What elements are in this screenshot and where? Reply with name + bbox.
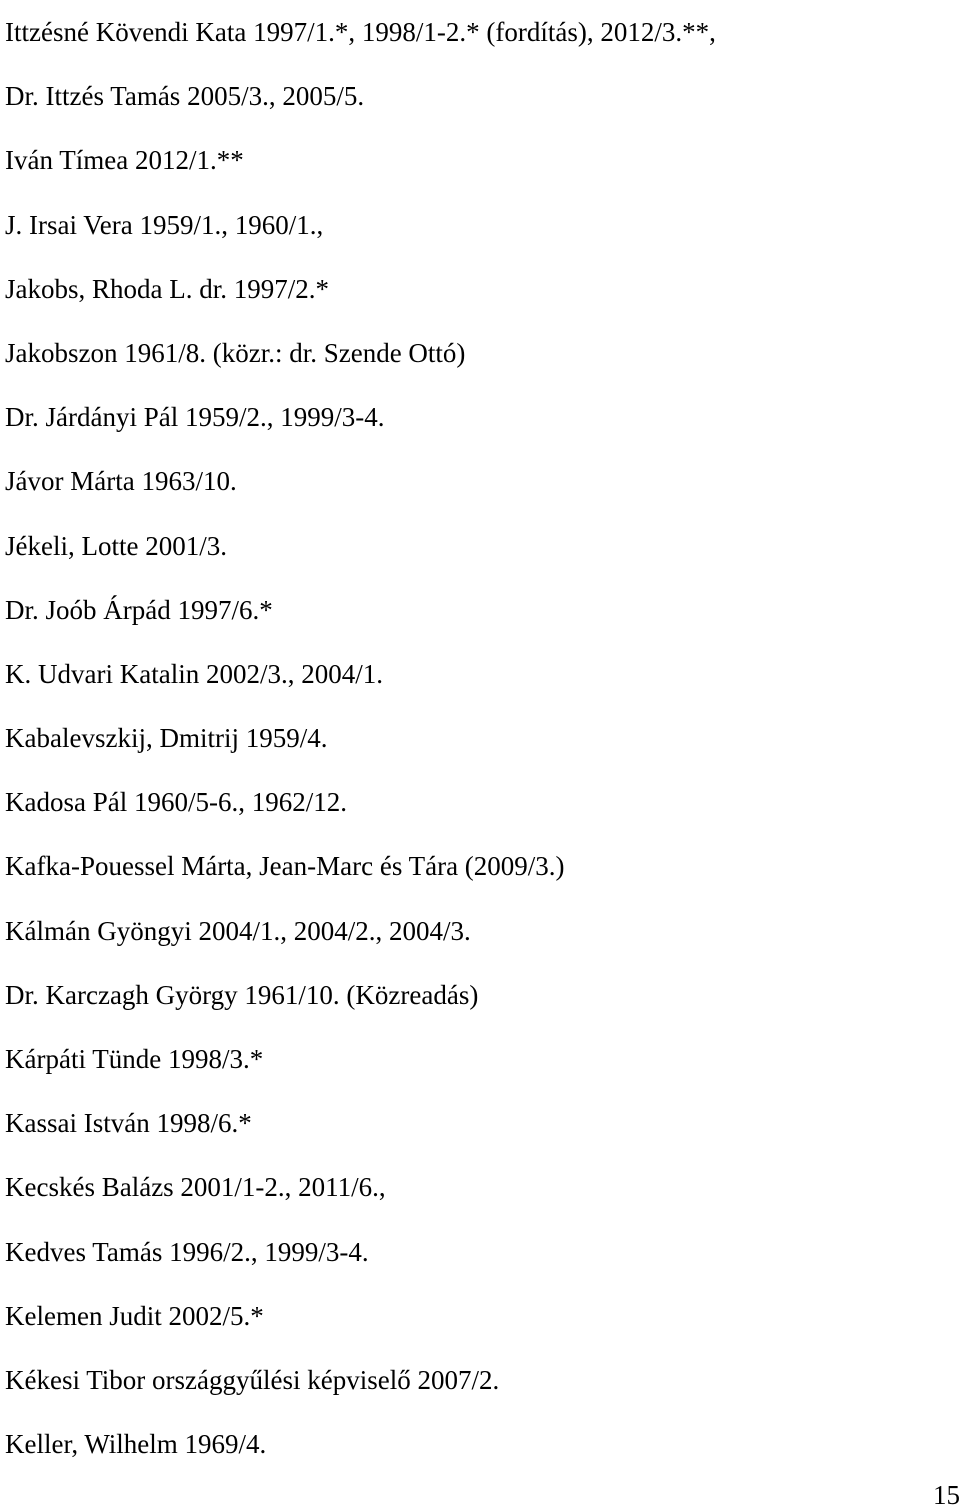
list-item: Kálmán Gyöngyi 2004/1., 2004/2., 2004/3. [5,915,471,946]
list-item: Dr. Joób Árpád 1997/6.* [5,594,273,625]
list-item: Ittzésné Kövendi Kata 1997/1.*, 1998/1-2.* (fordítás), 2012/3.**, [5,17,716,47]
list-item: Kabalevszkij, Dmitrij 1959/4. [5,723,328,754]
list-item: Kelemen Judit 2002/5.* [5,1300,264,1331]
list-item: Kékesi Tibor országgyűlési képviselő 2007/2. [5,1364,500,1395]
list-item: Jávor Márta 1963/10. [5,466,237,497]
list-item: Kafka-Pouessel Márta, Jean-Marc és Tára (2009/3.) [5,851,565,882]
list-item: Dr. Ittzés Tamás 2005/3., 2005/5. [5,81,365,112]
list-item: Jakobs, Rhoda L. dr. 1997/2.* [5,273,329,304]
page-number: 15 [933,1480,960,1510]
list-item: Jakobszon 1961/8. (közr.: dr. Szende Ottó) [5,337,466,368]
list-item: Kassai István 1998/6.* [5,1108,252,1139]
list-item: Jékeli, Lotte 2001/3. [5,530,227,561]
list-item: Kadosa Pál 1960/5-6., 1962/12. [5,787,347,818]
list-item: Keller, Wilhelm 1969/4. [5,1429,267,1460]
list-item: Dr. Karczagh György 1961/10. (Közreadás) [5,979,479,1010]
author-index-list [5,0,945,1476]
list-item: Dr. Járdányi Pál 1959/2., 1999/3-4. [5,402,385,433]
list-item: Kecskés Balázs 2001/1-2., 2011/6., [5,1172,386,1203]
list-item: K. Udvari Katalin 2002/3., 2004/1. [5,658,383,689]
list-item: Iván Tímea 2012/1.** [5,145,244,176]
list-item: J. Irsai Vera 1959/1., 1960/1., [5,209,324,240]
list-item: Kárpáti Tünde 1998/3.* [5,1044,264,1074]
list-item: Kedves Tamás 1996/2., 1999/3-4. [5,1236,369,1267]
